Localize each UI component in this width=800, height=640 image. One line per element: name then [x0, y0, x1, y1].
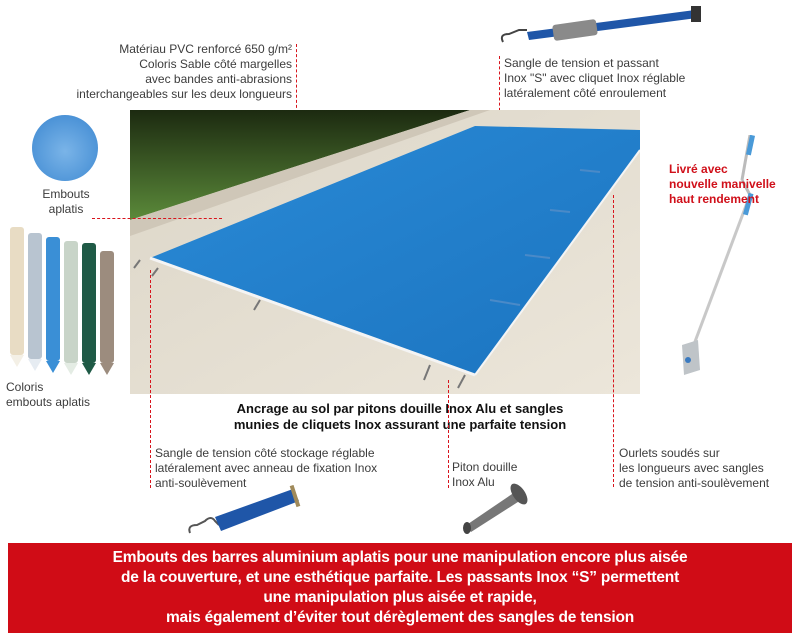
material-line: interchangeables sur les deux longueurs — [76, 87, 292, 101]
ratchet-strap-image — [495, 0, 715, 50]
hems-leader-line — [613, 195, 614, 487]
strap-top-callout — [504, 56, 744, 101]
crank-note — [669, 162, 789, 207]
material-line: Matériau PVC renforcé 650 g/m² — [119, 42, 292, 56]
banner-line: une manipulation plus aisée et rapide, — [263, 589, 537, 606]
storage-strap-image — [185, 485, 305, 540]
strap-top-leader-line — [499, 56, 500, 116]
end-colors-line: embouts aplatis — [6, 395, 91, 409]
strap-top-line: latéralement côté enroulement — [504, 86, 667, 100]
strap-storage-line: latéralement avec anneau de fixation Inox — [155, 461, 378, 475]
flat-end-closeup-image — [32, 115, 98, 181]
strap-storage-line: anti-soulèvement — [155, 476, 247, 490]
anchoring-caption — [190, 401, 610, 433]
hems-line: Ourlets soudés sur — [619, 446, 720, 460]
crank-note-line: nouvelle manivelle — [669, 177, 776, 191]
crank-note-line: haut rendement — [669, 192, 760, 206]
feature-banner — [8, 543, 792, 633]
flat-ends-label — [36, 187, 96, 217]
flat-ends-line: Embouts — [42, 187, 90, 201]
anchoring-line: munies de cliquets Inox assurant une parfaite tension — [233, 417, 567, 432]
end-colors-line: Coloris — [6, 380, 44, 394]
strap-storage-leader-line — [150, 270, 151, 488]
anchoring-line: Ancrage au sol par pitons douille Inox Alu et sangles — [236, 401, 564, 416]
hems-line: de tension anti-soulèvement — [619, 476, 770, 490]
flat-ends-line: aplatis — [48, 202, 84, 216]
end-colors-label — [6, 380, 126, 410]
peg-line: Piton douille — [452, 460, 518, 474]
hems-callout — [619, 446, 799, 491]
end-cap-swatches — [8, 225, 118, 375]
peg-line: Inox Alu — [452, 475, 495, 489]
material-line: Coloris Sable côté margelles — [139, 57, 292, 71]
banner-line: de la couverture, et une esthétique parfaite. Les passants Inox “S” permettent — [120, 569, 680, 586]
peg-leader-line — [448, 380, 449, 488]
hems-line: les longueurs avec sangles — [619, 461, 764, 475]
banner-line: mais également d’éviter tout dérèglement des sangles de tension — [165, 609, 635, 626]
peg-image — [455, 470, 535, 535]
material-callout — [20, 42, 292, 102]
banner-line: Embouts des barres aluminium aplatis pour une manipulation encore plus aisée — [112, 549, 688, 566]
flat-ends-leader-line — [92, 218, 222, 219]
material-line: avec bandes anti-abrasions — [145, 72, 292, 86]
strap-top-line: Inox "S" avec cliquet Inox réglable — [504, 71, 686, 85]
crank-note-line: Livré avec — [669, 162, 728, 176]
strap-storage-line: Sangle de tension côté stockage réglable — [155, 446, 375, 460]
pool-cover-photo — [130, 110, 640, 394]
strap-top-line: Sangle de tension et passant — [504, 56, 659, 70]
